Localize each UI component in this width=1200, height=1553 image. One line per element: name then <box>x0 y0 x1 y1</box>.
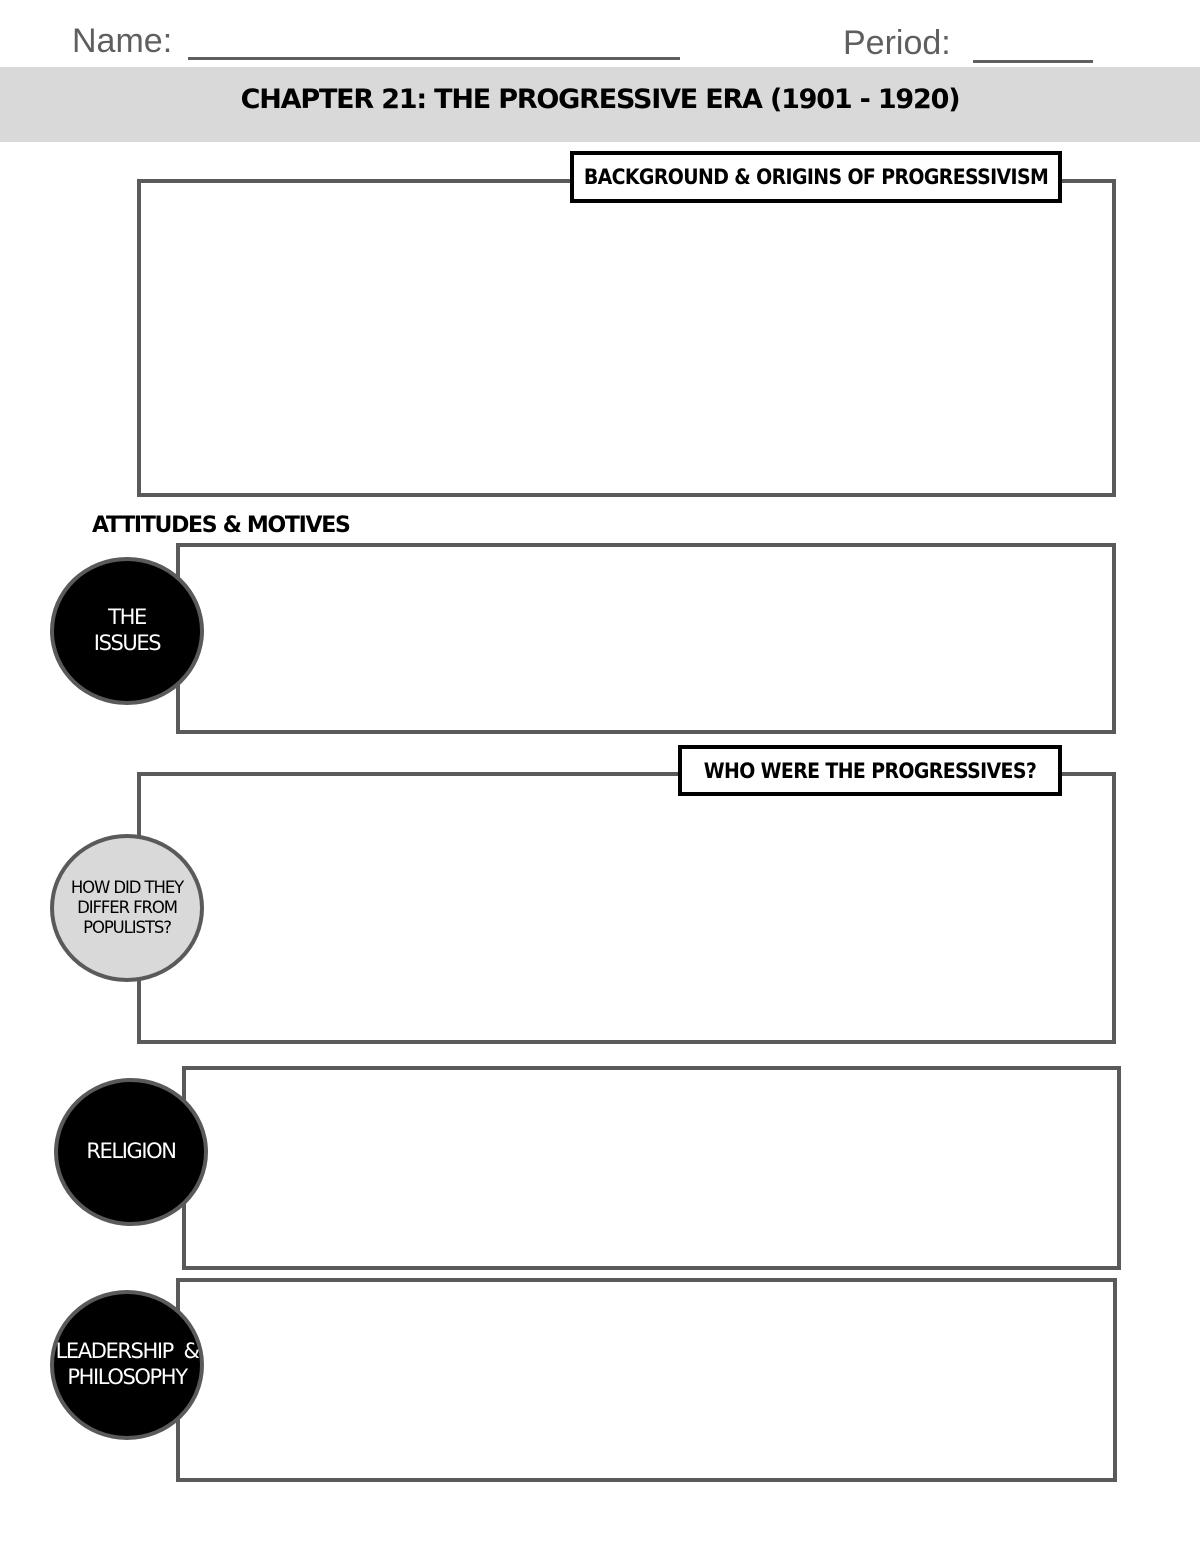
issues-circle-line-1: THE <box>108 605 146 630</box>
name-label: Name: <box>72 22 173 60</box>
religion-circle-line-1: RELIGION <box>86 1139 176 1164</box>
period-field[interactable] <box>973 60 1093 63</box>
leadership-circle-line-1: LEADERSHIP & <box>55 1339 199 1364</box>
period-label: Period: <box>843 24 951 62</box>
populists-circle-line-2: DIFFER FROM <box>77 897 177 917</box>
progressives-answer-box[interactable] <box>137 772 1116 1044</box>
issues-circle <box>50 557 204 705</box>
religion-answer-box[interactable] <box>182 1066 1121 1270</box>
issues-answer-box[interactable] <box>176 543 1116 734</box>
attitudes-heading: ATTITUDES & MOTIVES <box>92 513 350 538</box>
name-field[interactable] <box>188 57 680 60</box>
populists-circle-line-3: POPULISTS? <box>83 918 171 938</box>
leadership-answer-box[interactable] <box>176 1278 1117 1482</box>
issues-circle-line-2: ISSUES <box>93 631 161 655</box>
leadership-circle <box>50 1290 204 1440</box>
populists-circle <box>50 834 204 982</box>
background-heading: BACKGROUND & ORIGINS OF PROGRESSIVISM <box>570 151 1062 203</box>
page-title: CHAPTER 21: THE PROGRESSIVE ERA (1901 - 1920) <box>240 84 960 115</box>
progressives-heading: WHO WERE THE PROGRESSIVES? <box>678 745 1062 796</box>
background-answer-box[interactable] <box>137 179 1116 497</box>
leadership-circle-line-2: PHILOSOPHY <box>67 1365 187 1389</box>
religion-circle <box>54 1078 208 1226</box>
populists-circle-line-1: HOW DID THEY <box>70 877 184 897</box>
